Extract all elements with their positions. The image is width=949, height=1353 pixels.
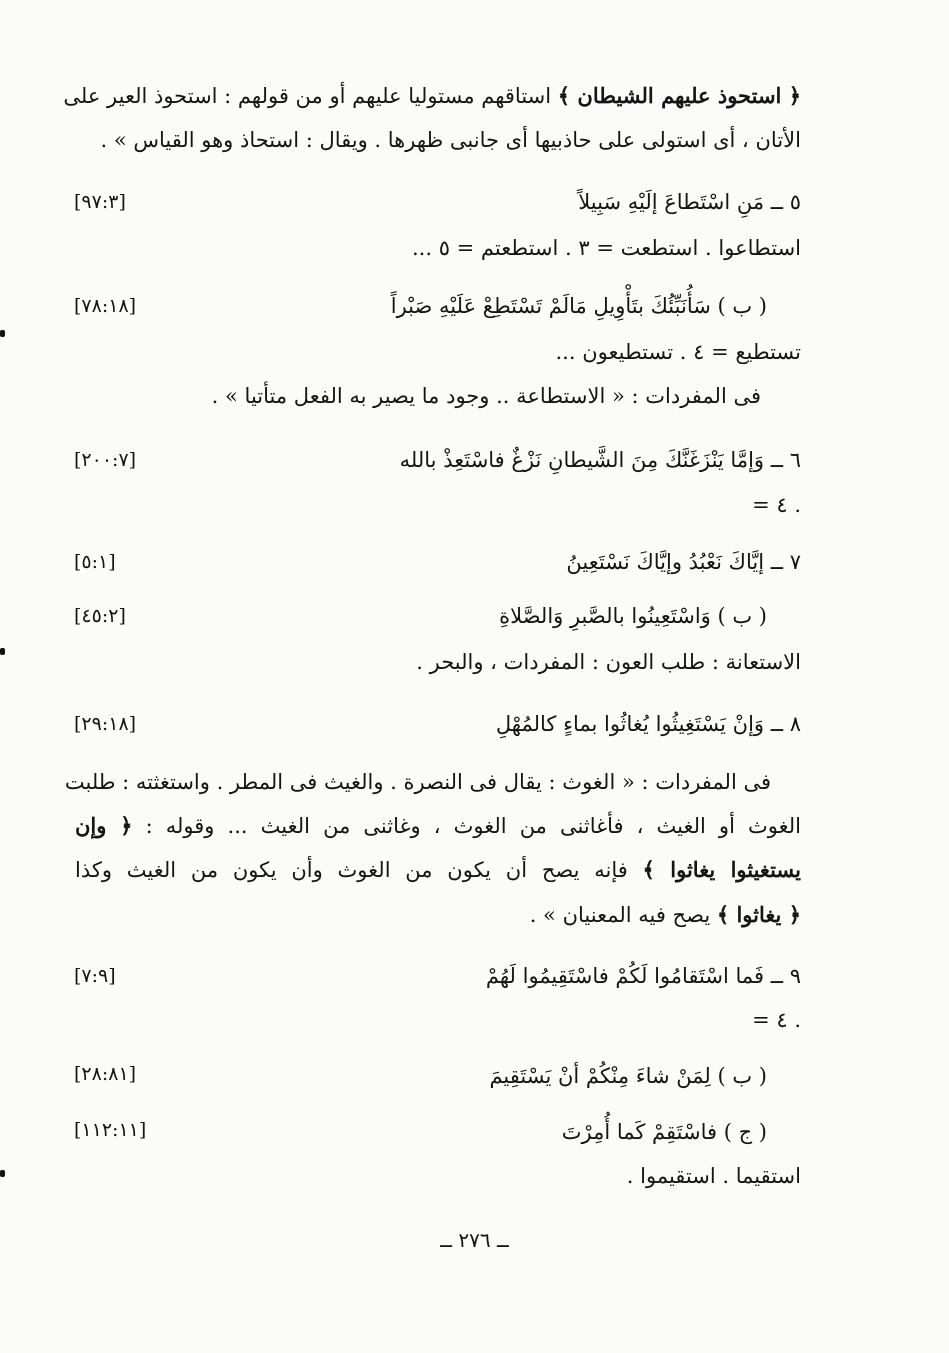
entry-8-reference: [٢٩:١٨] (74, 713, 137, 735)
entry-9-forms: = ٤ . (752, 1008, 801, 1032)
scan-margin-mark (0, 648, 5, 655)
intro-line-1: ﴿ استحوذ عليهم الشيطان ﴾ استاقهم مستوليا عليهم أو من قولهم : استحوذ العير على (63, 83, 801, 108)
quoted-phrase: ﴿ استحوذ عليهم الشيطان ﴾ (557, 83, 801, 108)
entry-8-para-line-3: يستغيثوا يغاثوا ﴾ فإنه يصح أن يكون من الغوث وأن يكون من الغيث وكذا (75, 857, 801, 882)
entry-9-verse: ٩ ــ فَما اسْتَقامُوا لَكُمْ فاسْتَقِيمُوا لَهُمْ (485, 964, 801, 988)
entry-5b-reference: [٧٨:١٨] (74, 295, 137, 317)
entry-6-forms: = ٤ . (752, 493, 801, 517)
scan-margin-mark (0, 330, 5, 337)
entry-5b-forms: تستطيع = ٤ . تستطيعون ... (555, 340, 801, 364)
entry-6-verse: ٦ ــ وَإمَّا يَنْزَغَنَّكَ مِنَ الشَّيطانِ نَزْغٌ فاسْتَعِذْ بالله (399, 448, 801, 472)
entry-5-verse: ٥ ــ مَنِ اسْتَطاعَ إلَيْهِ سَبِيلاً (578, 190, 801, 214)
entry-6-reference: [٢٠٠:٧] (74, 449, 137, 471)
entry-5-reference: [٩٧:٣] (74, 191, 126, 213)
entry-5-forms: استطاعوا . استطعت = ٣ . استطعتم = ٥ ... (411, 236, 801, 260)
entry-5b-verse: ( ب ) سَأُنَبِّئُكَ بتَأْوِيلِ مَالَمْ تَسْتَطِعْ عَلَيْهِ صَبْراً (390, 294, 767, 318)
scan-margin-mark (0, 1170, 5, 1177)
entry-5-note: فى المفردات : « الاستطاعة .. وجود ما يصير به الفعل متأتيا » . (211, 384, 761, 408)
entry-8-verse: ٨ ــ وَإنْ يَسْتَغِيثُوا يُغاثُوا بماءٍ كالمُهْلِ (495, 712, 801, 736)
entry-9-note: استقيما . استقيموا . (626, 1164, 801, 1188)
entry-8-para-line-4: ﴿ يغاثوا ﴾ يصح فيه المعنيان » . (529, 902, 801, 927)
entry-9c-verse: ( ج ) فاسْتَقِمْ كَما أُمِرْتَ (561, 1120, 767, 1144)
entry-9-reference: [٧:٩] (74, 965, 116, 987)
entry-8-para-line-1: فى المفردات : « الغوث : يقال فى النصرة . والغيث فى المطر . واستغثته : طلبت (64, 770, 771, 794)
page-number: ــ ٢٧٦ ــ (440, 1228, 509, 1252)
entry-7-note: الاستعانة : طلب العون : المفردات ، والبحر . (416, 650, 801, 674)
entry-7-verse: ٧ ــ إيَّاكَ نَعْبُدُ وإيَّاكَ نَسْتَعِينُ (566, 550, 801, 574)
entry-9b-reference: [٢٨:٨١] (74, 1063, 137, 1085)
intro-line-2: الأتان ، أى استولى على حاذبيها أى جانبى ظهرها . ويقال : استحاذ وهو القياس » . (100, 128, 801, 152)
entry-7b-verse: ( ب ) وَاسْتَعِينُوا بالصَّبرِ وَالصَّلاةِ (499, 604, 767, 628)
entry-8-para-line-2: الغوث أو الغيث ، فأغاثنى من الغوث ، وغاثنى من الغيث ... وقوله : ﴿ وإن (75, 813, 801, 838)
entry-9c-reference: [١١٢:١١] (74, 1119, 147, 1141)
entry-7b-reference: [٤٥:٢] (74, 605, 126, 627)
entry-7-reference: [٥:١] (74, 551, 116, 573)
entry-9b-verse: ( ب ) لِمَنْ شاءَ مِنْكُمْ أنْ يَسْتَقِيمَ (489, 1064, 767, 1088)
